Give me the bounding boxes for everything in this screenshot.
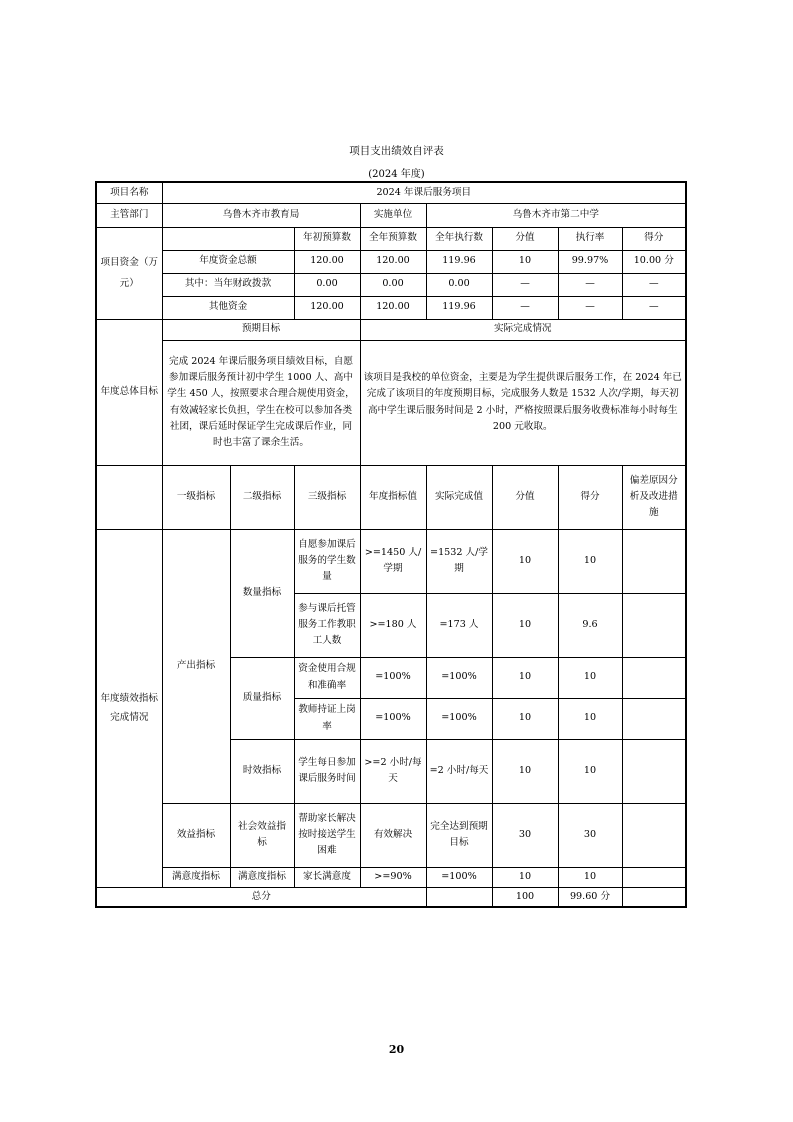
score-value: 10 <box>492 593 558 657</box>
total-score-value: 100 <box>492 887 558 907</box>
total-blank <box>426 887 492 907</box>
level2-satisfaction: 满意度指标 <box>230 867 294 887</box>
score: 9.6 <box>558 593 622 657</box>
score: 10 <box>558 739 622 803</box>
score-value: 10 <box>492 698 558 739</box>
funds-cell: 0.00 <box>360 273 426 296</box>
target-value: >=180 人 <box>360 593 426 657</box>
funds-header: 全年执行数 <box>426 227 492 250</box>
actual-header: 实际完成情况 <box>360 319 686 340</box>
deviation <box>622 867 686 887</box>
score-value: 30 <box>492 803 558 867</box>
target-value: >=90% <box>360 867 426 887</box>
score-value: 10 <box>492 867 558 887</box>
level1-benefit: 效益指标 <box>162 803 230 867</box>
level1-output: 产出指标 <box>162 529 230 803</box>
level3-indicator: 资金使用合规和准确率 <box>294 657 360 698</box>
deviation <box>622 739 686 803</box>
funds-header: 执行率 <box>558 227 622 250</box>
level3-indicator: 家长满意度 <box>294 867 360 887</box>
funds-cell: 120.00 <box>360 296 426 319</box>
level3-indicator: 参与课后托管服务工作教职工人数 <box>294 593 360 657</box>
deviation <box>622 698 686 739</box>
funds-cell: — <box>492 273 558 296</box>
total-label: 总分 <box>96 887 426 907</box>
score-value: 10 <box>492 657 558 698</box>
total-score: 99.60 分 <box>558 887 622 907</box>
expected-header: 预期目标 <box>162 319 360 340</box>
score: 30 <box>558 803 622 867</box>
page-number: 20 <box>388 1043 405 1056</box>
dept-value: 乌鲁木齐市教育局 <box>162 203 360 227</box>
funds-cell: 10 <box>492 250 558 273</box>
level2-social: 社会效益指标 <box>230 803 294 867</box>
funds-cell: 10.00 分 <box>622 250 686 273</box>
funds-cell: 0.00 <box>426 273 492 296</box>
indicator-header: 得分 <box>558 465 622 529</box>
funds-row-name: 其中：当年财政拨款 <box>162 273 294 296</box>
impl-value: 乌鲁木齐市第二中学 <box>426 203 686 227</box>
actual-value: =1532 人/学期 <box>426 529 492 593</box>
funds-cell: 119.96 <box>426 250 492 273</box>
level2-quality: 质量指标 <box>230 657 294 739</box>
level3-indicator: 帮助家长解决按时接送学生困难 <box>294 803 360 867</box>
funds-cell: 120.00 <box>294 250 360 273</box>
actual-value: =2 小时/每天 <box>426 739 492 803</box>
funds-cell: — <box>622 296 686 319</box>
deviation <box>622 593 686 657</box>
actual-text: 该项目是我校的单位资金，主要是为学生提供课后服务工作，在 2024 年已完成了该项目的年度预期目标，完成服务人数是 1532 人次/学期，每天初高中学生课后服务时间是 2 小时，严格按照课后服务收费标准每小时每生 200 元收取。 <box>360 340 686 465</box>
target-value: >=1450 人/学期 <box>360 529 426 593</box>
performance-table <box>95 181 687 908</box>
funds-header: 分值 <box>492 227 558 250</box>
impl-label: 实施单位 <box>360 203 426 227</box>
project-name-value: 2024 年课后服务项目 <box>162 182 686 203</box>
funds-cell: — <box>558 296 622 319</box>
funds-cell: — <box>558 273 622 296</box>
level3-indicator: 学生每日参加课后服务时间 <box>294 739 360 803</box>
indicator-header: 一级指标 <box>162 465 230 529</box>
indicator-header: 三级指标 <box>294 465 360 529</box>
dept-label: 主管部门 <box>96 203 162 227</box>
funds-header-blank <box>162 227 294 250</box>
indicator-header-blank <box>96 465 162 529</box>
deviation <box>622 803 686 867</box>
indicator-header: 实际完成值 <box>426 465 492 529</box>
funds-cell: 0.00 <box>294 273 360 296</box>
funds-cell: 120.00 <box>294 296 360 319</box>
table-year: (2024 年度) <box>368 169 425 180</box>
deviation <box>622 529 686 593</box>
table-title: 项目支出绩效自评表 <box>349 145 444 157</box>
project-name-label: 项目名称 <box>96 182 162 203</box>
deviation <box>622 657 686 698</box>
actual-value: =100% <box>426 867 492 887</box>
funds-cell: 99.97% <box>558 250 622 273</box>
indicator-header: 分值 <box>492 465 558 529</box>
target-value: =100% <box>360 657 426 698</box>
level2-time: 时效指标 <box>230 739 294 803</box>
level2-quantity: 数量指标 <box>230 529 294 657</box>
goals-label: 年度总体目标 <box>96 319 162 465</box>
target-value: >=2 小时/每天 <box>360 739 426 803</box>
level3-indicator: 自愿参加课后服务的学生数量 <box>294 529 360 593</box>
actual-value: =173 人 <box>426 593 492 657</box>
score: 10 <box>558 867 622 887</box>
score: 10 <box>558 698 622 739</box>
level1-satisfaction: 满意度指标 <box>162 867 230 887</box>
indicators-label: 年度绩效指标完成情况 <box>96 529 162 887</box>
funds-row-name: 其他资金 <box>162 296 294 319</box>
indicator-header: 二级指标 <box>230 465 294 529</box>
score-value: 10 <box>492 739 558 803</box>
funds-header: 全年预算数 <box>360 227 426 250</box>
actual-value: =100% <box>426 698 492 739</box>
funds-row-name: 年度资金总额 <box>162 250 294 273</box>
funds-header: 年初预算数 <box>294 227 360 250</box>
actual-value: 完全达到预期目标 <box>426 803 492 867</box>
funds-cell: — <box>492 296 558 319</box>
funds-label: 项目资金（万元） <box>96 227 162 319</box>
score: 10 <box>558 529 622 593</box>
expected-text: 完成 2024 年课后服务项目绩效目标，自愿参加课后服务预计初中学生 1000 人、高中学生 450 人，按照要求合理合规使用资金，有效减轻家长负担，学生在校可以参加各类社团，课后延时保证学生完成课后作业，同时也丰富了课余生活。 <box>162 340 360 465</box>
target-value: =100% <box>360 698 426 739</box>
score: 10 <box>558 657 622 698</box>
score-value: 10 <box>492 529 558 593</box>
indicator-header: 年度指标值 <box>360 465 426 529</box>
funds-cell: 119.96 <box>426 296 492 319</box>
indicator-header: 偏差原因分析及改进措施 <box>622 465 686 529</box>
funds-header: 得分 <box>622 227 686 250</box>
target-value: 有效解决 <box>360 803 426 867</box>
funds-cell: — <box>622 273 686 296</box>
actual-value: =100% <box>426 657 492 698</box>
funds-cell: 120.00 <box>360 250 426 273</box>
total-deviation <box>622 887 686 907</box>
level3-indicator: 教师持证上岗率 <box>294 698 360 739</box>
